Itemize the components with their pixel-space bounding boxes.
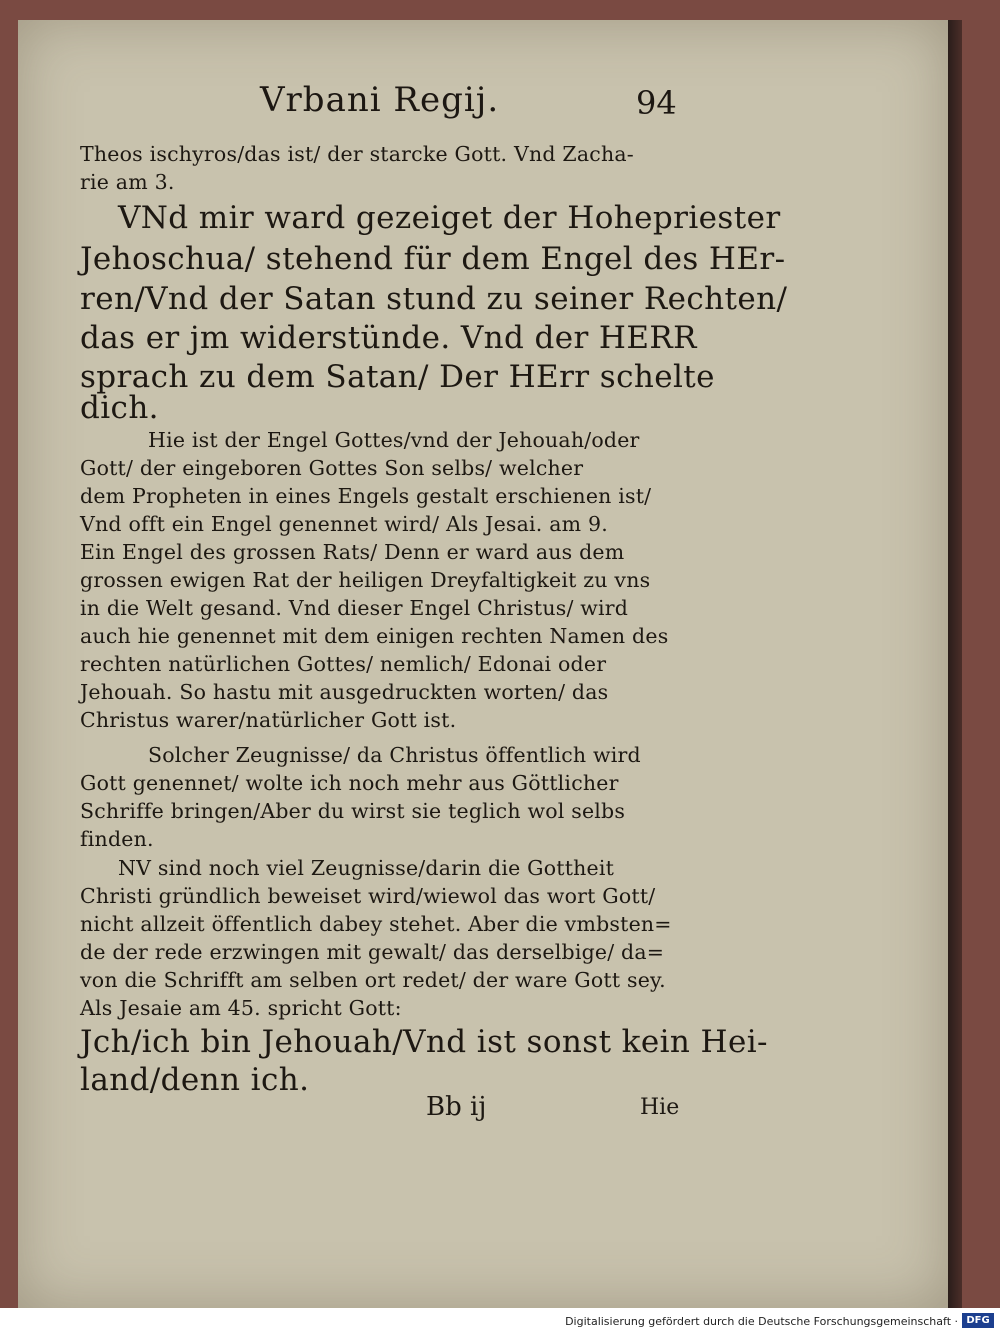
text-line: Jehoschua/ stehend für dem Engel des HEr-: [80, 241, 786, 277]
text-line: Gott/ der eingeboren Gottes Son selbs/ welcher: [80, 456, 584, 480]
text-line: Als Jesaie am 45. spricht Gott:: [80, 996, 402, 1020]
text-line: Vnd offt ein Engel genennet wird/ Als Jesai. am 9.: [80, 512, 608, 536]
text-line: Christi gründlich beweiset wird/wiewol das wort Gott/: [80, 884, 656, 908]
text-line: das er jm widerstünde. Vnd der HERR: [80, 320, 697, 356]
catchword: Hie: [640, 1095, 680, 1120]
text-line: Christus warer/natürlicher Gott ist.: [80, 708, 457, 732]
text-line: de der rede erzwingen mit gewalt/ das derselbige/ da=: [80, 940, 665, 964]
text-line: Theos ischyros/das ist/ der starcke Gott. Vnd Zacha-: [80, 142, 634, 166]
dfg-logo-icon: DFG: [962, 1313, 994, 1328]
text-line: finden.: [80, 827, 154, 851]
text-line: Schriffe bringen/Aber du wirst sie teglich wol selbs: [80, 799, 626, 823]
text-line: sprach zu dem Satan/ Der HErr schelte: [80, 359, 715, 395]
text-line: Jehouah. So hastu mit ausgedruckten worten/ das: [80, 680, 609, 704]
text-line: NV sind noch viel Zeugnisse/darin die Gottheit: [118, 856, 615, 880]
text-line: in die Welt gesand. Vnd dieser Engel Christus/ wird: [80, 596, 629, 620]
text-line: dich.: [80, 390, 159, 426]
page-number: 94: [636, 84, 677, 122]
funding-text: Digitalisierung gefördert durch die Deutsche Forschungsgemeinschaft ·: [565, 1315, 958, 1328]
text-line: Hie ist der Engel Gottes/vnd der Jehouah/oder: [148, 428, 640, 452]
text-line: Gott genennet/ wolte ich noch mehr aus Göttlicher: [80, 771, 619, 795]
page-edge-shadow: [948, 20, 962, 1308]
text-line: VNd mir ward gezeiget der Hohepriester: [118, 200, 781, 236]
text-line: Ein Engel des grossen Rats/ Denn er ward aus dem: [80, 540, 625, 564]
text-line: rechten natürlichen Gottes/ nemlich/ Edonai oder: [80, 652, 607, 676]
running-title: Vrbani Regij.: [260, 80, 500, 120]
text-line: von die Schrifft am selben ort redet/ der ware Gott sey.: [80, 968, 666, 992]
text-line: nicht allzeit öffentlich dabey stehet. Aber die vmbsten=: [80, 912, 672, 936]
text-line: rie am 3.: [80, 170, 175, 194]
text-line: land/denn ich.: [80, 1062, 310, 1098]
text-line: grossen ewigen Rat der heiligen Dreyfaltigkeit zu vns: [80, 568, 651, 592]
text-line: ren/Vnd der Satan stund zu seiner Rechten/: [80, 281, 788, 317]
signature-mark: Bb ij: [426, 1092, 487, 1122]
text-line: auch hie genennet mit dem einigen rechten Namen des: [80, 624, 669, 648]
text-line: dem Propheten in eines Engels gestalt erschienen ist/: [80, 484, 652, 508]
funding-banner: [0, 1308, 1000, 1333]
text-line: Solcher Zeugnisse/ da Christus öffentlich wird: [148, 743, 641, 767]
text-line: Jch/ich bin Jehouah/Vnd ist sonst kein Hei-: [80, 1024, 768, 1060]
page-header: [80, 78, 720, 128]
